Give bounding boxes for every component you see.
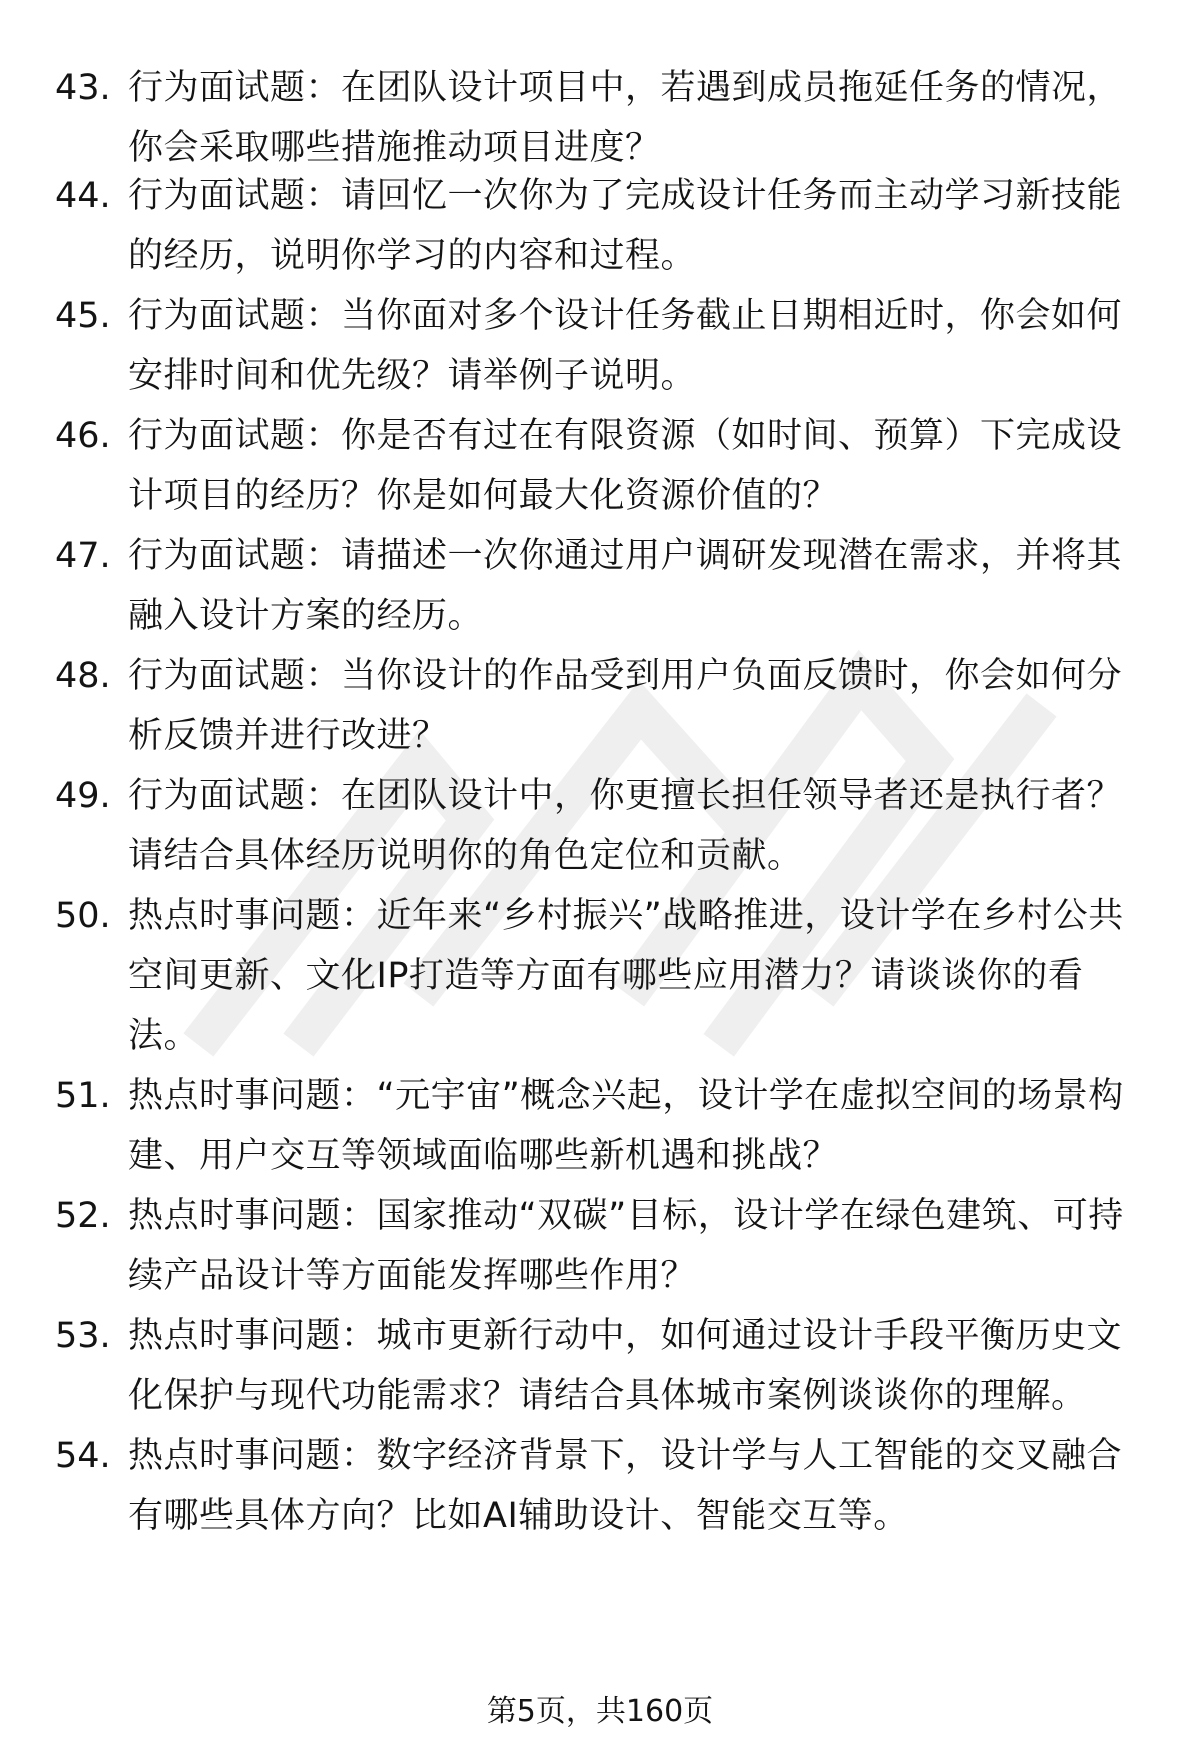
question-text: 行为面试题：你是否有过在有限资源（如时间、预算）下完成设计项目的经历？你是如何最大化资源价值的？: [128, 416, 1123, 516]
question-number: 50.: [55, 896, 111, 936]
question-text: 行为面试题：当你设计的作品受到用户负面反馈时，你会如何分析反馈并进行改进？: [128, 656, 1123, 756]
question-number: 51.: [55, 1076, 111, 1116]
question-number: 44.: [55, 176, 111, 216]
question-number: 54.: [55, 1436, 111, 1476]
question-number: 49.: [55, 776, 111, 816]
question-text: 行为面试题：请回忆一次你为了完成设计任务而主动学习新技能的经历，说明你学习的内容和过程。: [128, 176, 1123, 276]
question-number: 46.: [55, 416, 111, 456]
question-number: 45.: [55, 296, 111, 336]
question-number: 43.: [55, 68, 111, 108]
question-text: 热点时事问题：“元宇宙”概念兴起，设计学在虚拟空间的场景构建、用户交互等领域面临哪些新机遇和挑战？: [128, 1076, 1124, 1176]
question-number: 53.: [55, 1316, 111, 1356]
page-number-footer: 第5页，共160页: [486, 1694, 714, 1729]
question-number: 47.: [55, 536, 111, 576]
question-text: 行为面试题：在团队设计中，你更擅长担任领导者还是执行者？请结合具体经历说明你的角色定位和贡献。: [128, 776, 1123, 876]
question-text: 热点时事问题：城市更新行动中，如何通过设计手段平衡历史文化保护与现代功能需求？请结合具体城市案例谈谈你的理解。: [128, 1316, 1123, 1416]
question-text: 热点时事问题：国家推动“双碳”目标，设计学在绿色建筑、可持续产品设计等方面能发挥哪些作用？: [128, 1196, 1124, 1296]
question-text: 行为面试题：当你面对多个设计任务截止日期相近时，你会如何安排时间和优先级？请举例子说明。: [128, 296, 1123, 396]
question-number: 48.: [55, 656, 111, 696]
question-text: 热点时事问题：近年来“乡村振兴”战略推进，设计学在乡村公共空间更新、文化IP打造等方面有哪些应用潜力？请谈谈你的看法。: [128, 896, 1124, 1056]
question-text: 热点时事问题：数字经济背景下，设计学与人工智能的交叉融合有哪些具体方向？比如AI辅助设计、智能交互等。: [128, 1436, 1123, 1536]
question-text: 行为面试题：请描述一次你通过用户调研发现潜在需求，并将其融入设计方案的经历。: [128, 536, 1123, 636]
question-text: 行为面试题：在团队设计项目中，若遇到成员拖延任务的情况，你会采取哪些措施推动项目进度？: [128, 68, 1123, 168]
question-number: 52.: [55, 1196, 111, 1236]
